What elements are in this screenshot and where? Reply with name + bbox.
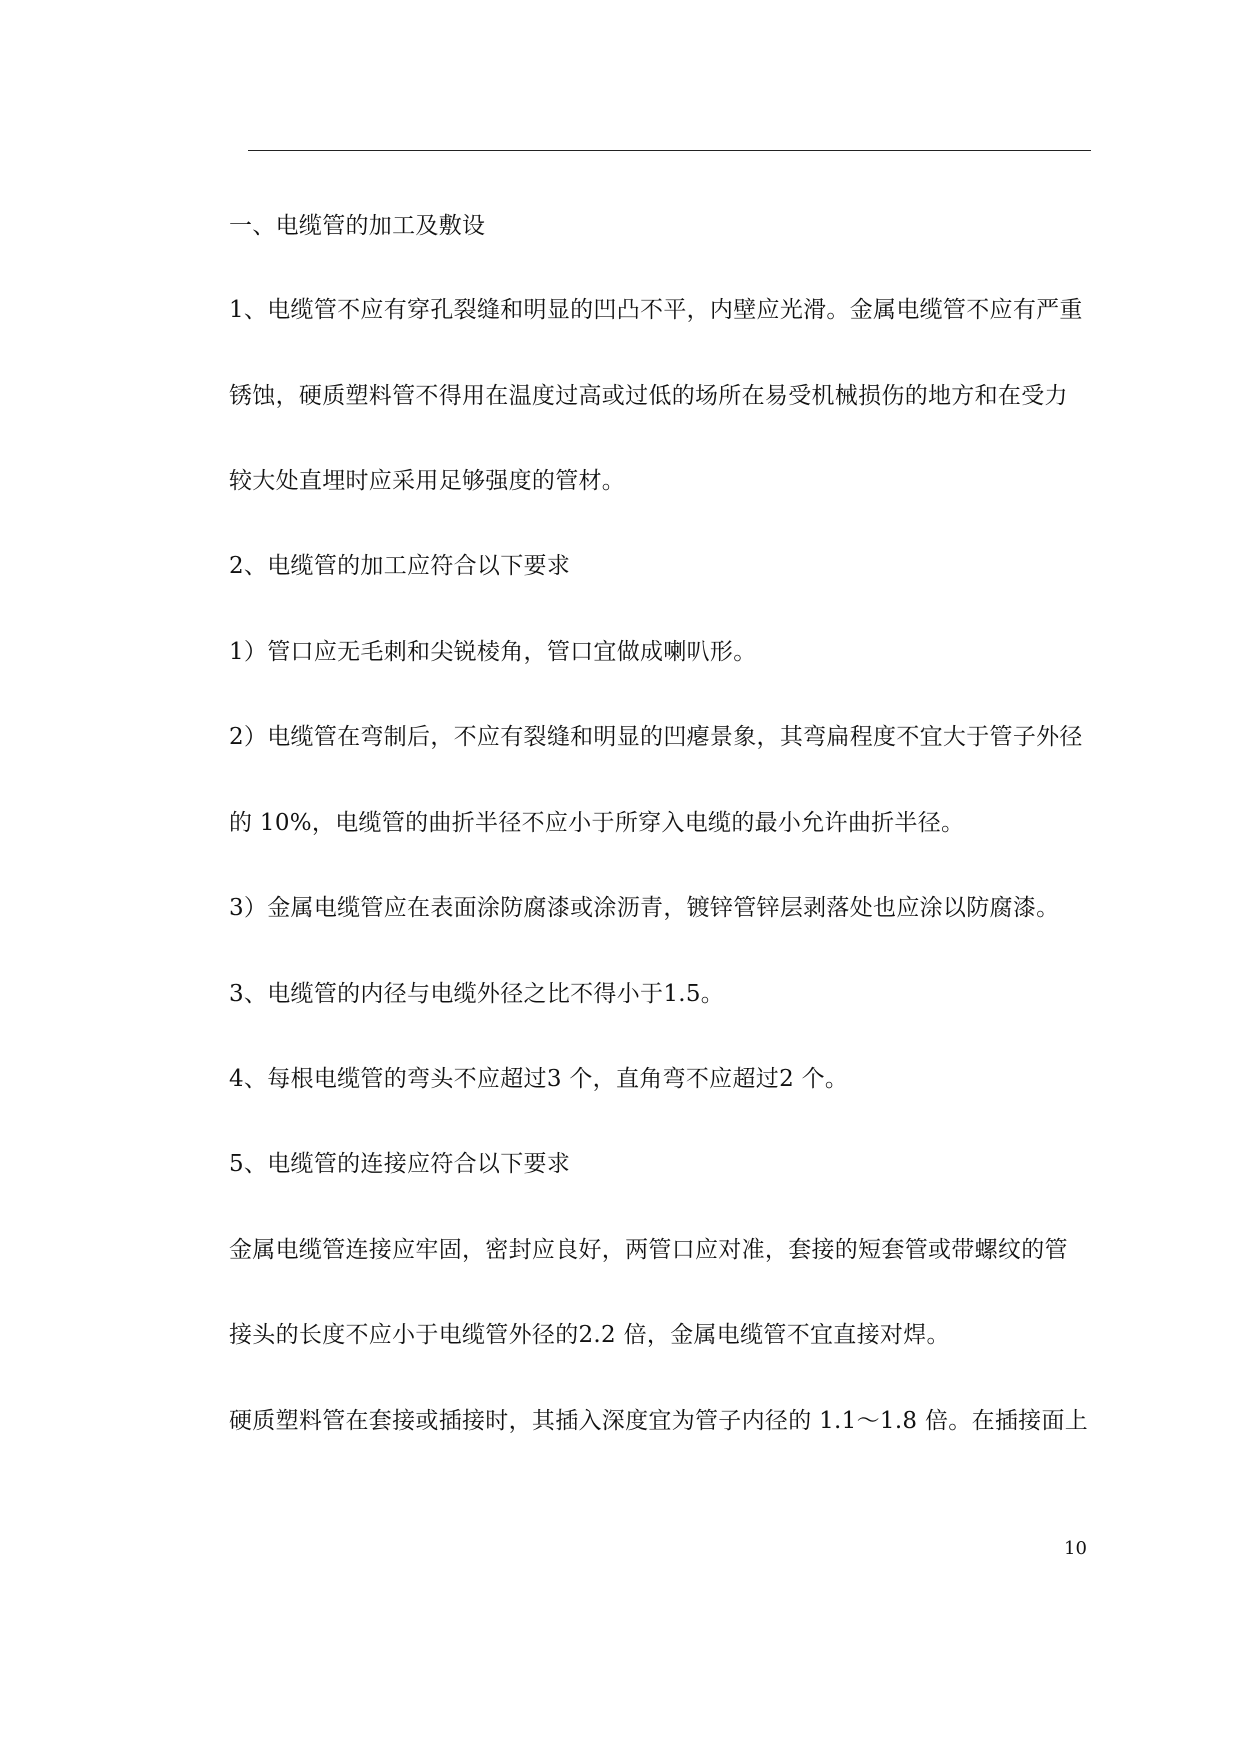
paragraph-line: 较大处直埋时应采用足够强度的管材。 (229, 468, 626, 494)
header-rule (248, 150, 1091, 151)
paragraph-line: 3、电缆管的内径与电缆外径之比不得小于1.5。 (229, 981, 725, 1007)
paragraph-line: 硬质塑料管在套接或插接时，其插入深度宜为管子内径的 1.1～1.8 倍。在插接面上 (229, 1408, 1089, 1434)
paragraph-line: 1、电缆管不应有穿孔裂缝和明显的凹凸不平，内壁应光滑。金属电缆管不应有严重 (229, 297, 1083, 323)
paragraph-line: 金属电缆管连接应牢固，密封应良好，两管口应对准，套接的短套管或带螺纹的管 (229, 1237, 1068, 1263)
section-heading: 一、电缆管的加工及敷设 (229, 213, 486, 239)
paragraph-line: 2、电缆管的加工应符合以下要求 (229, 553, 571, 579)
paragraph-line: 1）管口应无毛刺和尖锐棱角，管口宜做成喇叭形。 (229, 639, 757, 665)
paragraph-line: 的 10%，电缆管的曲折半径不应小于所穿入电缆的最小允许曲折半径。 (229, 810, 965, 836)
paragraph-line: 接头的长度不应小于电缆管外径的2.2 倍，金属电缆管不宜直接对焊。 (229, 1322, 950, 1348)
page-number: 10 (1064, 1538, 1087, 1559)
paragraph-line: 5、电缆管的连接应符合以下要求 (229, 1151, 571, 1177)
paragraph-line: 3）金属电缆管应在表面涂防腐漆或涂沥青，镀锌管锌层剥落处也应涂以防腐漆。 (229, 895, 1060, 921)
paragraph-line: 2）电缆管在弯制后，不应有裂缝和明显的凹瘪景象，其弯扁程度不宜大于管子外径 (229, 724, 1083, 750)
paragraph-line: 4、每根电缆管的弯头不应超过3 个，直角弯不应超过2 个。 (229, 1066, 849, 1092)
paragraph-line: 锈蚀，硬质塑料管不得用在温度过高或过低的场所在易受机械损伤的地方和在受力 (229, 383, 1068, 409)
